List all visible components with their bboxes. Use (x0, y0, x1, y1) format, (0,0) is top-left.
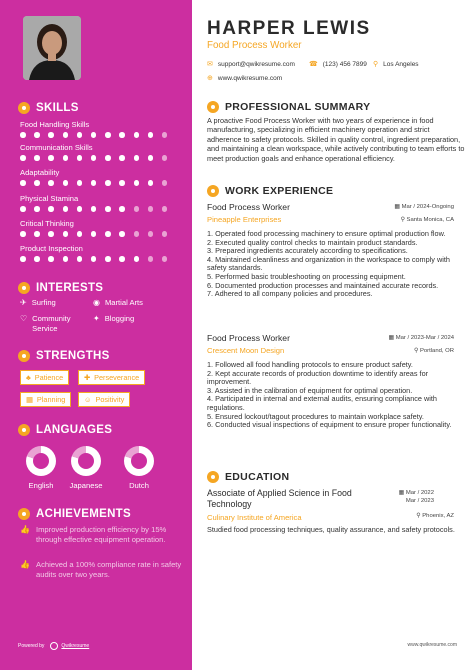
languages-icon (18, 424, 30, 436)
degree-title: Associate of Applied Science in Food Technology (207, 488, 352, 509)
rating-dot (20, 256, 26, 262)
skill-rating (20, 231, 176, 237)
job-location: ⚲ Portland, OR (413, 348, 454, 354)
rating-dot (20, 132, 26, 138)
interest-item: ◉ Martial Arts (93, 298, 143, 307)
rating-dot (162, 155, 168, 161)
interests-heading: INTERESTS (18, 282, 103, 294)
martial-icon: ◉ (93, 298, 100, 307)
profile-photo (23, 16, 81, 80)
summary-text: A proactive Food Process Worker with two years of experience in food manufacturing, specializing in efficient machinery operation and strict adherence to safety protocols. Skilled in quality control, ingredient preparation, and maintaining a clean workspace, while actively contributing to team efforts to meet production goals and enhance operational efficiency. (207, 116, 465, 163)
rating-dot (119, 132, 125, 138)
education-heading: EDUCATION (207, 471, 289, 483)
job-bullet: 2. Kept accurate records of production downtime to identify areas for improvement. (207, 368, 429, 387)
education-dates: ▦ Mar / 2022 Mar / 2023 (398, 490, 434, 504)
school-name: Culinary Institute of America (207, 513, 302, 522)
summary-heading: PROFESSIONAL SUMMARY (207, 101, 370, 113)
skill-rating (20, 155, 176, 161)
rating-dot (148, 132, 154, 138)
language-level-ring (124, 446, 154, 476)
rating-dot (34, 180, 40, 186)
rating-dot (20, 155, 26, 161)
language-label: English (28, 481, 54, 490)
calendar-icon: ▦ (398, 490, 406, 496)
rating-dot (134, 155, 140, 161)
powered-by: Powered by Qwikresume (18, 643, 90, 649)
rating-dot (91, 180, 97, 186)
rating-dot (77, 256, 83, 262)
ring-center (33, 453, 49, 469)
rating-dot (63, 256, 69, 262)
website-contact[interactable]: ⊕ www.qwikresume.com (207, 74, 283, 82)
phone-contact: ☎ (123) 456 7899 (309, 60, 367, 68)
job-bullet: 7. Adhered to all company policies and procedures. (207, 289, 373, 299)
calendar-icon: ▦ (388, 335, 396, 341)
rating-dot (162, 231, 168, 237)
rating-dot (77, 206, 83, 212)
rating-dot (20, 231, 26, 237)
email-icon: ✉ (207, 61, 213, 68)
languages-heading: LANGUAGES (18, 424, 112, 436)
rating-dot (148, 155, 154, 161)
skill-label: Communication Skills (20, 143, 93, 152)
rating-dot (134, 256, 140, 262)
rating-dot (48, 256, 54, 262)
strengths-heading: STRENGTHS (18, 350, 110, 362)
job-bullet: 3. Prepared ingredients accurately according to specifications. (207, 246, 408, 256)
education-location: ⚲ Phoenix, AZ (416, 513, 454, 519)
interest-item: ✈ Surfing (20, 298, 56, 307)
thumbs-up-icon: 👍 (20, 560, 30, 569)
rating-dot (162, 132, 168, 138)
strength-icon: ☺ (84, 395, 92, 404)
achievement-item: Achieved a 100% compliance rate in safety audits over two years. (36, 560, 182, 579)
main-content (192, 0, 474, 670)
rating-dot (119, 256, 125, 262)
rating-dot (134, 206, 140, 212)
ring-center (131, 453, 147, 469)
rating-dot (34, 132, 40, 138)
job-location: ⚲ Santa Monica, CA (400, 217, 454, 223)
rating-dot (119, 180, 125, 186)
rating-dot (134, 180, 140, 186)
candidate-role: Food Process Worker (207, 40, 302, 51)
rating-dot (105, 132, 111, 138)
skill-label: Food Handling Skills (20, 120, 90, 129)
rating-dot (162, 206, 168, 212)
job-bullets (207, 230, 463, 299)
rating-dot (91, 155, 97, 161)
strength-tag: ☺ Positivity (78, 392, 130, 407)
education-icon (207, 471, 219, 483)
rating-dot (91, 256, 97, 262)
strength-icon: ✚ (84, 373, 91, 382)
strength-icon: ▦ (26, 395, 33, 404)
rating-dot (148, 231, 154, 237)
job-dates: ▦ Mar / 2024-Ongoing (394, 204, 454, 210)
rating-dot (105, 180, 111, 186)
footer-website[interactable]: www.qwikresume.com (407, 642, 457, 648)
rating-dot (20, 206, 26, 212)
rating-dot (48, 155, 54, 161)
rating-dot (63, 155, 69, 161)
rating-dot (105, 231, 111, 237)
rating-dot (134, 132, 140, 138)
rating-dot (77, 231, 83, 237)
rating-dot (63, 132, 69, 138)
job-company: Crescent Moon Design (207, 346, 285, 355)
language-label: Dutch (129, 481, 149, 490)
location-contact: ⚲ Los Angeles (373, 60, 419, 68)
rating-dot (119, 231, 125, 237)
pin-icon: ⚲ (400, 217, 407, 223)
interests-icon (18, 282, 30, 294)
rating-dot (34, 155, 40, 161)
email-contact[interactable]: ✉ support@qwikresume.com (207, 60, 295, 68)
rating-dot (34, 256, 40, 262)
brand-link[interactable]: Qwikresume (61, 643, 90, 649)
rating-dot (91, 132, 97, 138)
achievement-item: Improved production efficiency by 15% through effective equipment operation. (36, 525, 167, 544)
strengths-icon (18, 350, 30, 362)
strength-icon: ♣ (26, 373, 31, 382)
rating-dot (119, 155, 125, 161)
blog-icon: ✦ (93, 314, 100, 323)
language-label: Japanese (69, 481, 103, 490)
rating-dot (48, 180, 54, 186)
skills-heading: SKILLS (18, 102, 79, 114)
achievements-heading: ACHIEVEMENTS (18, 508, 131, 520)
achievements-icon (18, 508, 30, 520)
rating-dot (134, 231, 140, 237)
globe-icon: ⊕ (207, 75, 213, 82)
job-bullet: 1. Followed all food handling protocols to ensure product safety. (207, 360, 413, 369)
thumbs-up-icon: 👍 (20, 525, 30, 534)
rating-dot (48, 132, 54, 138)
phone-icon: ☎ (309, 61, 318, 68)
language-level-ring (26, 446, 56, 476)
interest-item: ♡ Community Service (20, 314, 71, 333)
job-bullet: 4. Maintained cleanliness and organization in the workspace to comply with safety standards. (207, 254, 450, 273)
rating-dot (119, 206, 125, 212)
experience-heading: WORK EXPERIENCE (207, 185, 333, 197)
rating-dot (48, 231, 54, 237)
pin-icon: ⚲ (416, 513, 423, 519)
skill-rating (20, 256, 176, 262)
job-dates: ▦ Mar / 2023-Mar / 2024 (388, 335, 454, 341)
experience-icon (207, 185, 219, 197)
job-bullet: 6. Documented production processes and maintained accurate records. (207, 280, 439, 290)
language-level-ring (71, 446, 101, 476)
rating-dot (34, 206, 40, 212)
job-bullet: 1. Operated food processing machinery to ensure optimal production flow. (207, 229, 446, 238)
ring-center (78, 453, 94, 469)
job-bullet: 2. Executed quality control checks to maintain product standards. (207, 237, 418, 247)
job-company: Pineapple Enterprises (207, 215, 282, 224)
job-bullet: 4. Participated in internal and external audits, ensuring compliance with regulations. (207, 394, 437, 412)
job-bullet: 5. Ensured lockout/tagout procedures to maintain workplace safety. (207, 411, 424, 421)
surf-icon: ✈ (20, 298, 27, 307)
skill-label: Product Inspection (20, 244, 83, 253)
rating-dot (48, 206, 54, 212)
community-icon: ♡ (20, 314, 28, 323)
rating-dot (148, 180, 154, 186)
pin-icon: ⚲ (413, 348, 420, 354)
candidate-name: HARPER LEWIS (207, 18, 371, 39)
rating-dot (77, 155, 83, 161)
skill-rating (20, 132, 176, 138)
job-bullet: 3. Assisted in the calibration of equipment for optimal operation. (207, 385, 413, 395)
rating-dot (63, 206, 69, 212)
strength-tag: ✚ Perseverance (78, 370, 145, 385)
rating-dot (162, 180, 168, 186)
rating-dot (91, 206, 97, 212)
rating-dot (63, 231, 69, 237)
job-bullet: 5. Performed basic troubleshooting on processing equipment. (207, 271, 406, 281)
interest-item: ✦ Blogging (93, 314, 135, 323)
job-bullet: 6. Conducted visual inspections of equipment to ensure proper functionality. (207, 420, 452, 430)
job-title: Food Process Worker (207, 333, 290, 343)
rating-dot (105, 256, 111, 262)
summary-icon (207, 101, 219, 113)
skill-label: Critical Thinking (20, 219, 74, 228)
calendar-icon: ▦ (394, 204, 402, 210)
skills-icon (18, 102, 30, 114)
job-bullets (207, 361, 463, 430)
location-icon: ⚲ (373, 61, 379, 68)
strength-tag: ▦ Planning (20, 392, 71, 407)
strength-tag: ♣ Patience (20, 370, 69, 385)
sidebar (0, 0, 192, 670)
job-title: Food Process Worker (207, 202, 290, 212)
brand-logo-icon (50, 642, 58, 650)
rating-dot (20, 180, 26, 186)
education-text: Studied food processing techniques, quality assurance, and safety protocols. (207, 525, 455, 534)
rating-dot (63, 180, 69, 186)
rating-dot (162, 256, 168, 262)
skill-rating (20, 206, 176, 212)
rating-dot (148, 256, 154, 262)
rating-dot (77, 132, 83, 138)
skill-rating (20, 180, 176, 186)
rating-dot (105, 206, 111, 212)
rating-dot (148, 206, 154, 212)
rating-dot (91, 231, 97, 237)
skill-label: Adaptability (20, 168, 60, 177)
rating-dot (77, 180, 83, 186)
rating-dot (34, 231, 40, 237)
skill-label: Physical Stamina (20, 194, 79, 203)
rating-dot (105, 155, 111, 161)
